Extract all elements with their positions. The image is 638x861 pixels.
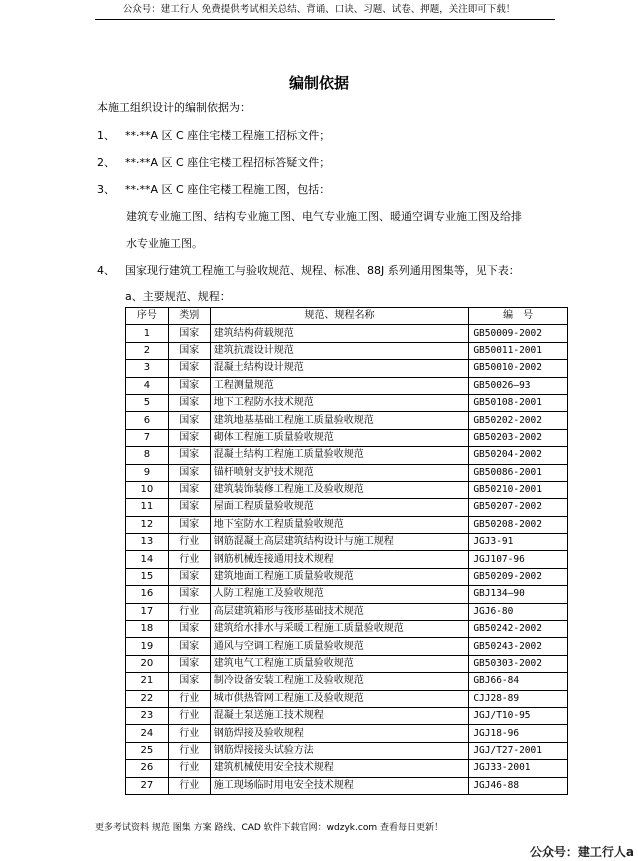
table-cell: GBJ66-84 (469, 673, 568, 690)
table-cell: 1 (126, 325, 169, 342)
table-cell: 钢筋机械连接通用技术规程 (210, 551, 469, 568)
table-row (126, 377, 568, 394)
table-cell: GB50026—93 (469, 377, 568, 394)
table-cell: GB50108-2001 (469, 394, 568, 411)
table-header-row (126, 308, 568, 325)
table-cell: 钢筋焊接及验收规程 (210, 725, 469, 742)
table-row (126, 568, 568, 585)
table-cell: 6 (126, 412, 169, 429)
table-row (126, 464, 568, 481)
table-cell: JGJ/T10-95 (469, 707, 568, 724)
table-cell: 国家 (168, 621, 210, 638)
table-cell: 国家 (168, 360, 210, 377)
table-row (126, 603, 568, 620)
table-cell: 建筑给水排水与采暖工程施工质量验收规范 (210, 621, 469, 638)
table-row (126, 325, 568, 342)
table-cell: 建筑装饰装修工程施工及验收规范 (210, 481, 469, 498)
table-cell: 行业 (168, 725, 210, 742)
table-row (126, 481, 568, 498)
table-cell: 行业 (168, 690, 210, 707)
item3-detail-line-1: 建筑专业施工图、结构专业施工图、电气专业施工图、暖通空调专业施工图及给排 (126, 210, 522, 223)
table-cell: 7 (126, 429, 169, 446)
table-row (126, 360, 568, 377)
item-number: 3、 (97, 183, 115, 196)
table-cell: 国家 (168, 481, 210, 498)
table-cell: GB50202-2002 (469, 412, 568, 429)
table-cell: 10 (126, 481, 169, 498)
header-cell: 编 号 (469, 308, 568, 325)
header-cell: 规范、规程名称 (210, 308, 469, 325)
table-cell: 国家 (168, 568, 210, 585)
table-cell: 国家 (168, 464, 210, 481)
table-cell: GB50207-2002 (469, 499, 568, 516)
regulations-table (125, 307, 568, 795)
table-cell: 国家 (168, 516, 210, 533)
table-cell: 26 (126, 760, 169, 777)
table-cell: 建筑机械使用安全技术规程 (210, 760, 469, 777)
item-text: **·**A 区 C 座住宅楼工程招标答疑文件； (125, 156, 331, 169)
table-cell: 行业 (168, 742, 210, 759)
table-row (126, 760, 568, 777)
table-cell: GB50010-2002 (469, 360, 568, 377)
table-cell: 25 (126, 742, 169, 759)
table-cell: 工程测量规范 (210, 377, 469, 394)
table-cell: 国家 (168, 447, 210, 464)
table-cell: 行业 (168, 551, 210, 568)
table-cell: 砌体工程施工质量验收规范 (210, 429, 469, 446)
intro-text: 本施工组织设计的编制依据为： (97, 101, 251, 114)
table-row (126, 551, 568, 568)
header-cell: 类别 (168, 308, 210, 325)
header-cell: 序号 (126, 308, 169, 325)
table-cell: 21 (126, 673, 169, 690)
table-cell: 地下室防水工程质量验收规范 (210, 516, 469, 533)
table-cell: JGJ46-88 (469, 777, 568, 794)
table-cell: 国家 (168, 429, 210, 446)
table-cell: GB50242-2002 (469, 621, 568, 638)
table-cell: 国家 (168, 325, 210, 342)
table-cell: 15 (126, 568, 169, 585)
item-text: **·**A 区 C 座住宅楼工程施工招标文件； (125, 129, 331, 142)
table-cell: 2 (126, 342, 169, 359)
table-cell: 23 (126, 707, 169, 724)
table-cell: 地下工程防水技术规范 (210, 394, 469, 411)
table-cell: GBJ134—90 (469, 586, 568, 603)
table-row (126, 690, 568, 707)
table-cell: 建筑电气工程施工质量验收规范 (210, 655, 469, 672)
table-cell: 8 (126, 447, 169, 464)
table-cell: GB50243-2002 (469, 638, 568, 655)
table-row (126, 429, 568, 446)
table-cell: 国家 (168, 499, 210, 516)
table-cell: 国家 (168, 394, 210, 411)
table-cell: 27 (126, 777, 169, 794)
table-cell: 5 (126, 394, 169, 411)
top-divider (95, 19, 555, 20)
table-row (126, 412, 568, 429)
table-row (126, 447, 568, 464)
table-cell: GB50203-2002 (469, 429, 568, 446)
item-number: 4、 (97, 264, 115, 277)
item-text: **·**A 区 C 座住宅楼工程施工图，包括： (125, 183, 331, 196)
table-cell: 11 (126, 499, 169, 516)
table-cell: 行业 (168, 760, 210, 777)
table-cell: 3 (126, 360, 169, 377)
table-cell: 国家 (168, 638, 210, 655)
table-cell: 19 (126, 638, 169, 655)
table-cell: GB50210-2001 (469, 481, 568, 498)
table-cell: 国家 (168, 655, 210, 672)
table-row (126, 742, 568, 759)
top-banner: 公众号：建工行人 免费提供考试相关总结、背诵、口诀、习题、试卷、押题，关注即可下载！ (122, 4, 516, 15)
table-cell: 建筑地面工程施工质量验收规范 (210, 568, 469, 585)
table-cell: 14 (126, 551, 169, 568)
table-cell: 国家 (168, 673, 210, 690)
item3-detail-line-2: 水专业施工图。 (126, 237, 203, 250)
table-cell: GB50011-2001 (469, 342, 568, 359)
table-cell: 建筑抗震设计规范 (210, 342, 469, 359)
table-cell: 制冷设备安装工程施工及验收规范 (210, 673, 469, 690)
table-body (126, 325, 568, 795)
table-cell: 施工现场临时用电安全技术规程 (210, 777, 469, 794)
table-cell: 国家 (168, 342, 210, 359)
item-number: 1、 (97, 129, 115, 142)
table-cell: 16 (126, 586, 169, 603)
item-number: 2、 (97, 156, 115, 169)
table-cell: JGJ18-96 (469, 725, 568, 742)
table-cell: 建筑地基基础工程施工质量验收规范 (210, 412, 469, 429)
table-cell: 钢筋混凝土高层建筑结构设计与施工规程 (210, 534, 469, 551)
table-cell: 4 (126, 377, 169, 394)
table-cell: GB50303-2002 (469, 655, 568, 672)
table-row (126, 516, 568, 533)
table-row (126, 534, 568, 551)
table-cell: GB50204-2002 (469, 447, 568, 464)
table-cell: 行业 (168, 707, 210, 724)
table-cell: 24 (126, 725, 169, 742)
table-cell: 20 (126, 655, 169, 672)
footer-text: 更多考试资料 规范 图集 方案 路线、CAD 软件下载官网：wdzyk.com 查看每日更新！ (95, 823, 443, 833)
table-cell: 建筑结构荷载规范 (210, 325, 469, 342)
table-cell: 混凝土结构设计规范 (210, 360, 469, 377)
table-row (126, 655, 568, 672)
table-row (126, 638, 568, 655)
table-cell: 混凝土泵送施工技术规程 (210, 707, 469, 724)
page-title: 编制依据 (288, 74, 349, 92)
table-cell: JGJ3-91 (469, 534, 568, 551)
table-cell: 国家 (168, 586, 210, 603)
table-cell: 锚杆喷射支护技术规范 (210, 464, 469, 481)
table-cell: 22 (126, 690, 169, 707)
table-cell: 城市供热管网工程施工及验收规范 (210, 690, 469, 707)
table-row (126, 394, 568, 411)
table-cell: 国家 (168, 377, 210, 394)
table-cell: 18 (126, 621, 169, 638)
table-cell: 混凝土结构工程施工质量验收规范 (210, 447, 469, 464)
table-cell: 9 (126, 464, 169, 481)
table-cell: 人防工程施工及验收规范 (210, 586, 469, 603)
table-cell: GB50209-2002 (469, 568, 568, 585)
table-cell: 国家 (168, 412, 210, 429)
table-row (126, 499, 568, 516)
table-row (126, 621, 568, 638)
table-cell: GB50086-2001 (469, 464, 568, 481)
table-cell: 通风与空调工程施工质量验收规范 (210, 638, 469, 655)
table-cell: 高层建筑箱形与筏形基础技术规范 (210, 603, 469, 620)
table-cell: 屋面工程质量验收规范 (210, 499, 469, 516)
table-cell: 行业 (168, 534, 210, 551)
table-cell: GB50208-2002 (469, 516, 568, 533)
table-cell: 17 (126, 603, 169, 620)
table-cell: 行业 (168, 777, 210, 794)
table-cell: 13 (126, 534, 169, 551)
table-cell: JGJ107-96 (469, 551, 568, 568)
table-row (126, 777, 568, 794)
table-row (126, 673, 568, 690)
footer-brand: 公众号：建工行人a (529, 845, 634, 859)
table-cell: CJJ28-89 (469, 690, 568, 707)
table-cell: JGJ6-80 (469, 603, 568, 620)
table-cell: 12 (126, 516, 169, 533)
table-row (126, 586, 568, 603)
table-cell: GB50009-2002 (469, 325, 568, 342)
table-cell: JGJ33-2001 (469, 760, 568, 777)
table-row (126, 342, 568, 359)
item-text: 国家现行建筑工程施工与验收规范、规程、标准、88J 系列通用图集等，见下表： (125, 264, 520, 277)
table-cell: JGJ/T27-2001 (469, 742, 568, 759)
table-row (126, 725, 568, 742)
table-row (126, 707, 568, 724)
table-cell: 钢筋焊接接头试验方法 (210, 742, 469, 759)
sub-heading: a、主要规范、规程： (125, 290, 231, 303)
table-cell: 行业 (168, 603, 210, 620)
